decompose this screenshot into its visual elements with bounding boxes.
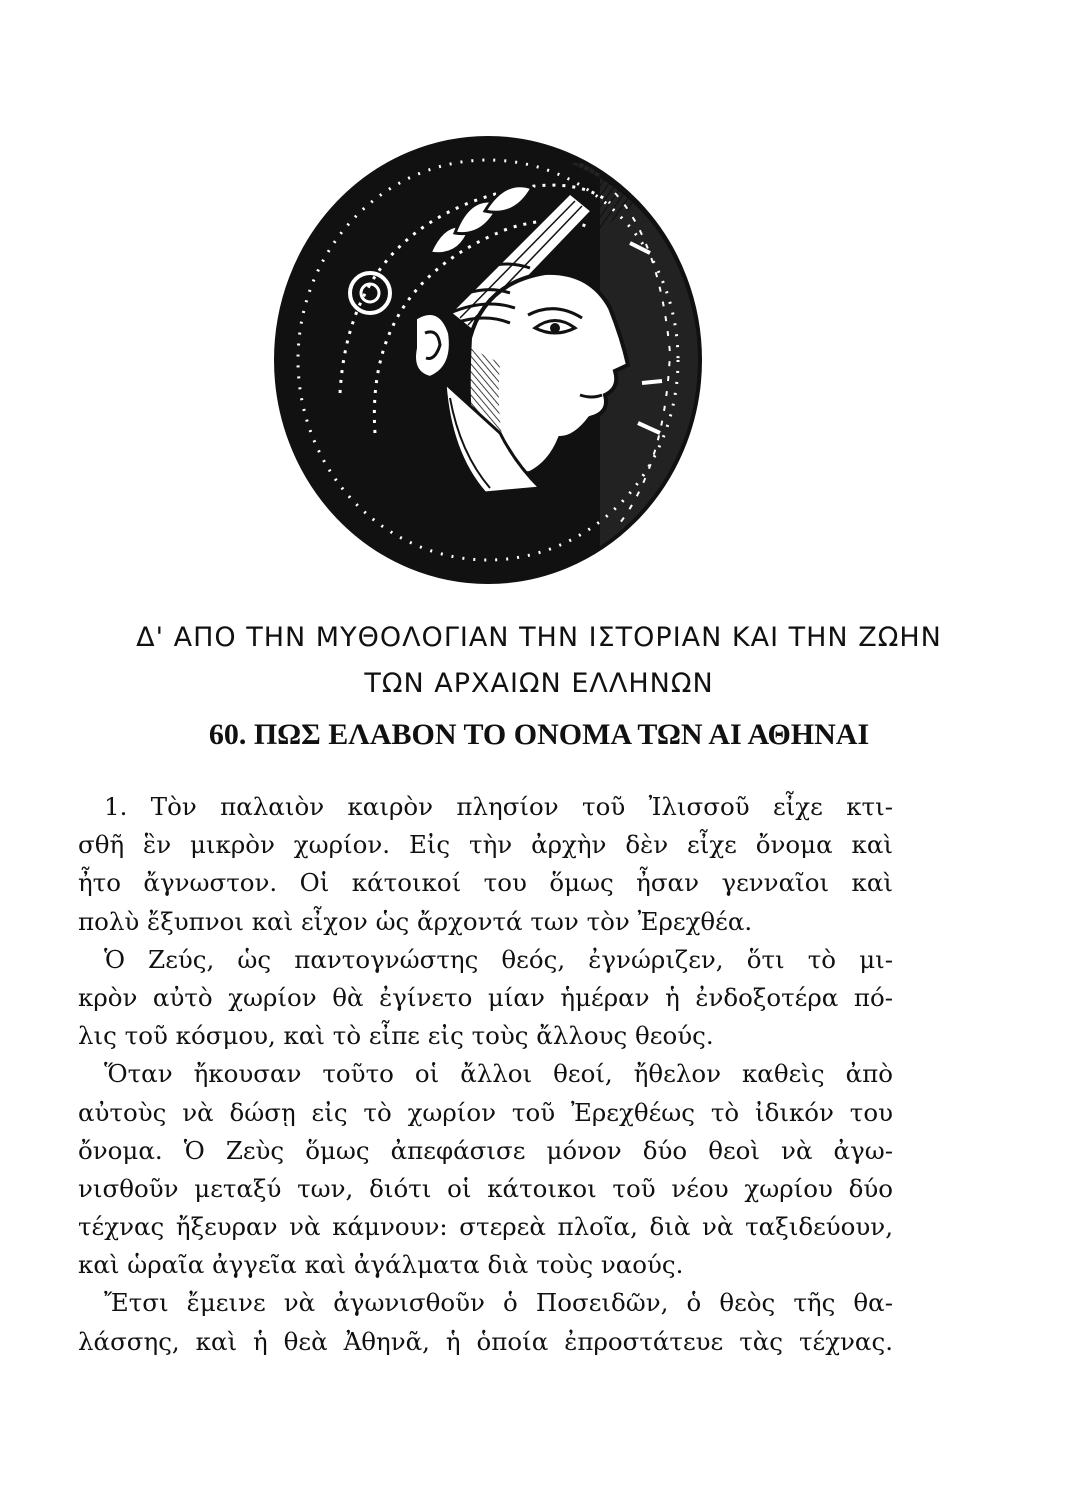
section-heading-line-1: Δ' ΑΠΟ ΤΗΝ ΜΥΘΟΛΟΓΙΑΝ ΤΗΝ ΙΣΤΟΡΙΑΝ ΚΑΙ ΤΗΝ ΖΩΗΝ: [136, 622, 942, 653]
text-line: πολὺ ἔξυπνοι καὶ εἶχον ὡς ἄρχοντά των τὸν Ἐρεχθέα.: [78, 906, 753, 936]
text-line: Ὅταν ἤκουσαν τοῦτο οἱ ἄλλοι θεοί, ἤθελον καθεὶς ἀπὸ: [104, 1059, 893, 1089]
text-line: Ὁ Ζεύς, ὡς παντογνώστης θεός, ἐγνώριζεν, ὅτι τὸ μι-: [104, 944, 893, 974]
text-line: ἦτο ἄγνωστον. Οἱ κάτοικοί του ὅμως ἦσαν γενναῖοι καὶ: [78, 868, 893, 898]
text-line: καὶ ὡραῖα ἀγγεῖα καὶ ἀγάλματα διὰ τοὺς ναούς.: [78, 1250, 684, 1280]
text-line: σθῆ ἓν μικρὸν χωρίον. Εἰς τὴν ἀρχὴν δὲν εἶχε ὄνομα καὶ: [78, 830, 893, 860]
section-heading-line-2: ΤΩΝ ΑΡΧΑΙΩΝ ΕΛΛΗΝΩΝ: [364, 668, 714, 699]
text-line: τέχνας ἤξευραν νὰ κάμνουν: στερεὰ πλοῖα, διὰ νὰ ταξιδεύουν,: [78, 1212, 893, 1242]
text-line: αὐτοὺς νὰ δώσῃ εἰς τὸ χωρίον τοῦ Ἐρεχθέως τὸ ἰδικόν του: [78, 1097, 893, 1127]
text-line: λις τοῦ κόσμου, καὶ τὸ εἶπε εἰς τοὺς ἄλλους θεούς.: [78, 1021, 714, 1051]
chapter-title: 60. ΠΩΣ ΕΛΑΒΟΝ ΤΟ ΟΝΟΜΑ ΤΩΝ ΑΙ ΑΘΗΝΑΙ: [208, 718, 870, 751]
text-line: Ἔτσι ἔμεινε νὰ ἀγωνισθοῦν ὁ Ποσειδῶν, ὁ θεὸς τῆς θα-: [104, 1288, 893, 1318]
text-line: ὄνομα. Ὁ Ζεὺς ὅμως ἀπεφάσισε μόνον δύο θεοὶ νὰ ἀγω-: [78, 1135, 893, 1165]
body-text: [78, 788, 893, 1361]
text-line: λάσσης, καὶ ἡ θεὰ Ἀθηνᾶ, ἡ ὁποία ἐπροστάτευε τὰς τέχνας.: [78, 1326, 893, 1356]
text-line: 1. Τὸν παλαιὸν καιρὸν πλησίον τοῦ Ἰλισσοῦ εἶχε κτι-: [104, 792, 893, 821]
athena-coin-illustration: [270, 133, 706, 588]
text-line: κρὸν αὐτὸ χωρίον θὰ ἐγίνετο μίαν ἡμέραν ἡ ἐνδοξοτέρα πό-: [78, 982, 893, 1012]
text-line: νισθοῦν μεταξύ των, διότι οἱ κάτοικοι τοῦ νέου χωρίου δύο: [78, 1173, 893, 1203]
